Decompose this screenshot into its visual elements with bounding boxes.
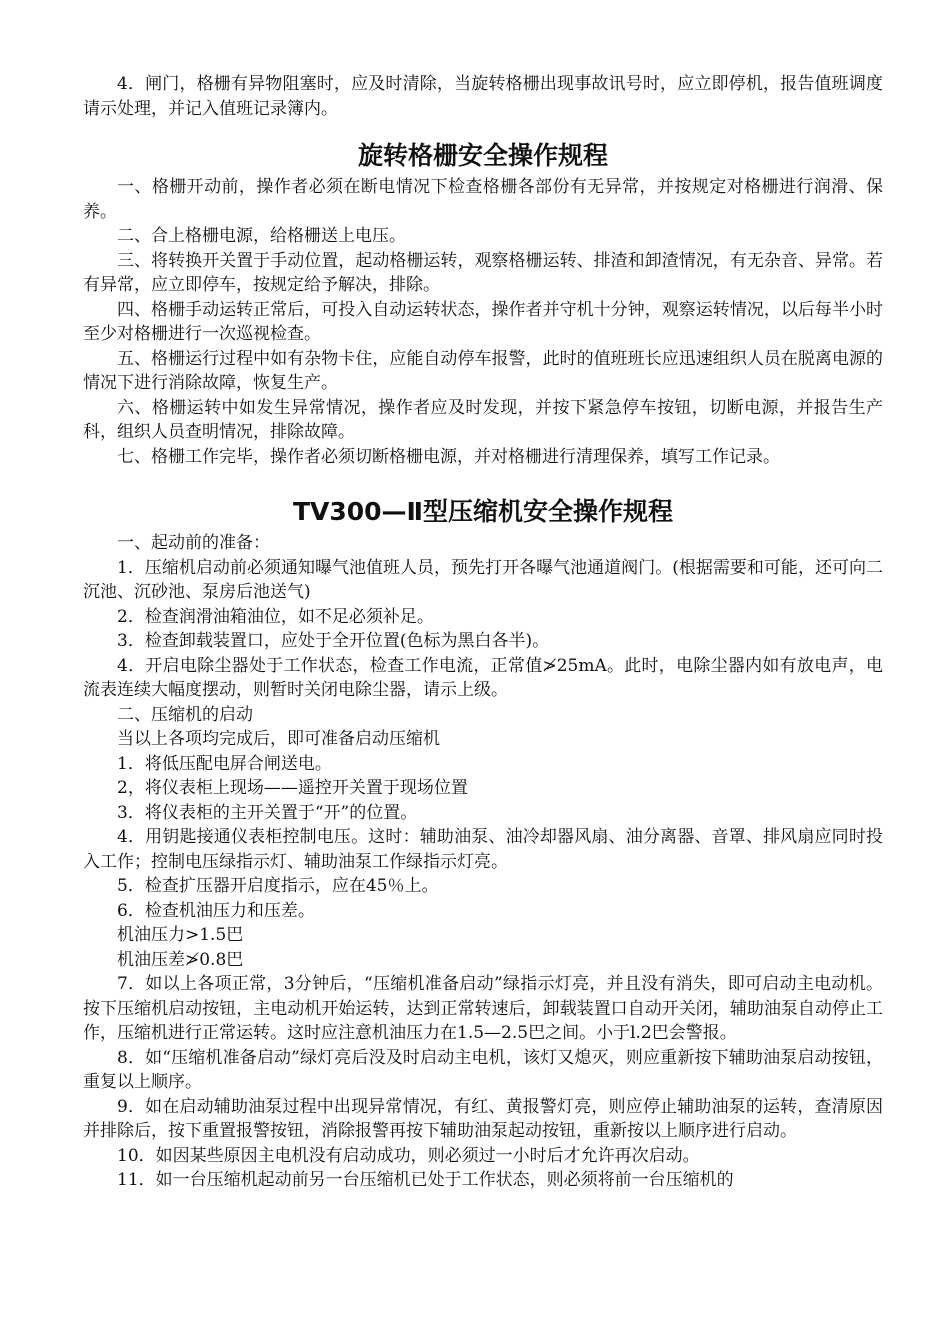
paragraph: 10．如因某些原因主电机没有启动成功，则必须过一小时后才允许再次启动。 <box>117 1145 700 1166</box>
document-page <box>83 72 883 1193</box>
paragraph: 二、合上格栅电源，给格栅送上电压。 <box>117 226 406 246</box>
paragraph: 2，将仪表柜上现场——遥控开关置于现场位置 <box>117 778 468 798</box>
paragraph: 4．开启电除尘器处于工作状态，检查工作电流，正常值≯25mA。此时，电除尘器内如有放电声，电流表连续大幅度摆动，则暂时关闭电除尘器，请示上级。 <box>83 655 883 700</box>
paragraph: 当以上各项均完成后，即可准备启动压缩机 <box>117 729 440 749</box>
paragraph: 6．检查机油压力和压差。 <box>117 900 315 921</box>
paragraph: 2．检查润滑油箱油位，如不足必须补足。 <box>117 606 434 627</box>
paragraph: 六、格栅运转中如发生异常情况，操作者应及时发现，并按下紧急停车按钮，切断电源，并报告生产科，组织人员查明情况，排除故障。 <box>83 397 883 442</box>
paragraph: 三、将转换开关置于手动位置，起动格栅运转，观察格栅运转、排渣和卸渣情况，有无杂音、异常。若有异常，应立即停车，按规定给予解决，排除。 <box>83 250 883 295</box>
paragraph: 3．将仪表柜的主开关置于“开”的位置。 <box>117 802 418 823</box>
paragraph: 9．如在启动辅助油泵过程中出现异常情况，有红、黄报警灯亮，则应停止辅助油泵的运转，查清原因并排除后，按下重置报警按钮，消除报警再按下辅助油泵起动按钮，重新按以上顺序进行启动。 <box>83 1096 883 1141</box>
paragraph: 二、压缩机的启动 <box>117 704 253 725</box>
paragraph: 四、格栅手动运转正常后，可投入自动运转状态，操作者并守机十分钟，观察运转情况，以后每半小时至少对格栅进行一次巡视检查。 <box>83 299 883 344</box>
paragraph: 五、格栅运行过程中如有杂物卡住，应能自动停车报警，此时的值班班长应迅速组织人员在脱离电源的情况下进行消除故障，恢复生产。 <box>83 348 883 393</box>
section-title-compressor: TV300—Ⅱ型压缩机安全操作规程 <box>292 497 674 526</box>
paragraph: 5．检查扩压器开启度指示，应在45％上。 <box>117 876 439 896</box>
paragraph: 一、格栅开动前，操作者必须在断电情况下检查格栅各部份有无异常，并按规定对格栅进行润滑、保养。 <box>83 177 883 222</box>
paragraph: 8．如“压缩机准备启动”绿灯亮后没及时启动主电机，该灯又熄灭，则应重新按下辅助油泵启动按钮，重复以上顺序。 <box>83 1047 883 1092</box>
paragraph: 11．如一台压缩机起动前另一台压缩机已处于工作状态，则必须将前一台压缩机的 <box>117 1170 734 1190</box>
paragraph: 七、格栅工作完毕，操作者必须切断格栅电源，并对格栅进行清理保养，填写工作记录。 <box>117 446 780 467</box>
paragraph: 一、起动前的准备： <box>117 533 270 553</box>
paragraph: 3．检查卸载装置口，应处于全开位置(色标为黑白各半)。 <box>117 631 550 651</box>
paragraph: 机油压力>1.5巴 <box>117 925 244 945</box>
paragraph: 7．如以上各项正常，3分钟后，“压缩机准备启动”绿指示灯亮，并且没有消失，即可启动主电动机。按下压缩机启动按钮，主电动机开始运转，达到正常转速后，卸载装置口自动开关闭，辅助油泵自动停止工作，压缩机进行正常运转。这时应注意机油压力在1.5—2.5巴之间。小于l.2巴会警报。 <box>83 974 883 1043</box>
paragraph: 1．压缩机启动前必须通知曝气池值班人员，预先打开各曝气池通道阀门。(根据需要和可能，还可向二沉池、沉砂池、泵房后池送气) <box>83 557 883 602</box>
paragraph: 4．闸门，格栅有异物阻塞时，应及时清除，当旋转格栅出现事故讯号时，应立即停机，报告值班调度请示处理，并记入值班记录簿内。 <box>83 74 883 119</box>
paragraph: 机油压差≯0.8巴 <box>117 949 244 970</box>
paragraph: 4．用钥匙接通仪表柜控制电压。这时：辅助油泵、油冷却器风扇、油分离器、音罩、排风扇应同时投入工作；控制电压绿指示灯、辅助油泵工作绿指示灯亮。 <box>83 827 883 872</box>
section-title-rotary-grille: 旋转格栅安全操作规程 <box>357 141 608 170</box>
paragraph: 1．将低压配电屏合闸送电。 <box>117 753 332 774</box>
